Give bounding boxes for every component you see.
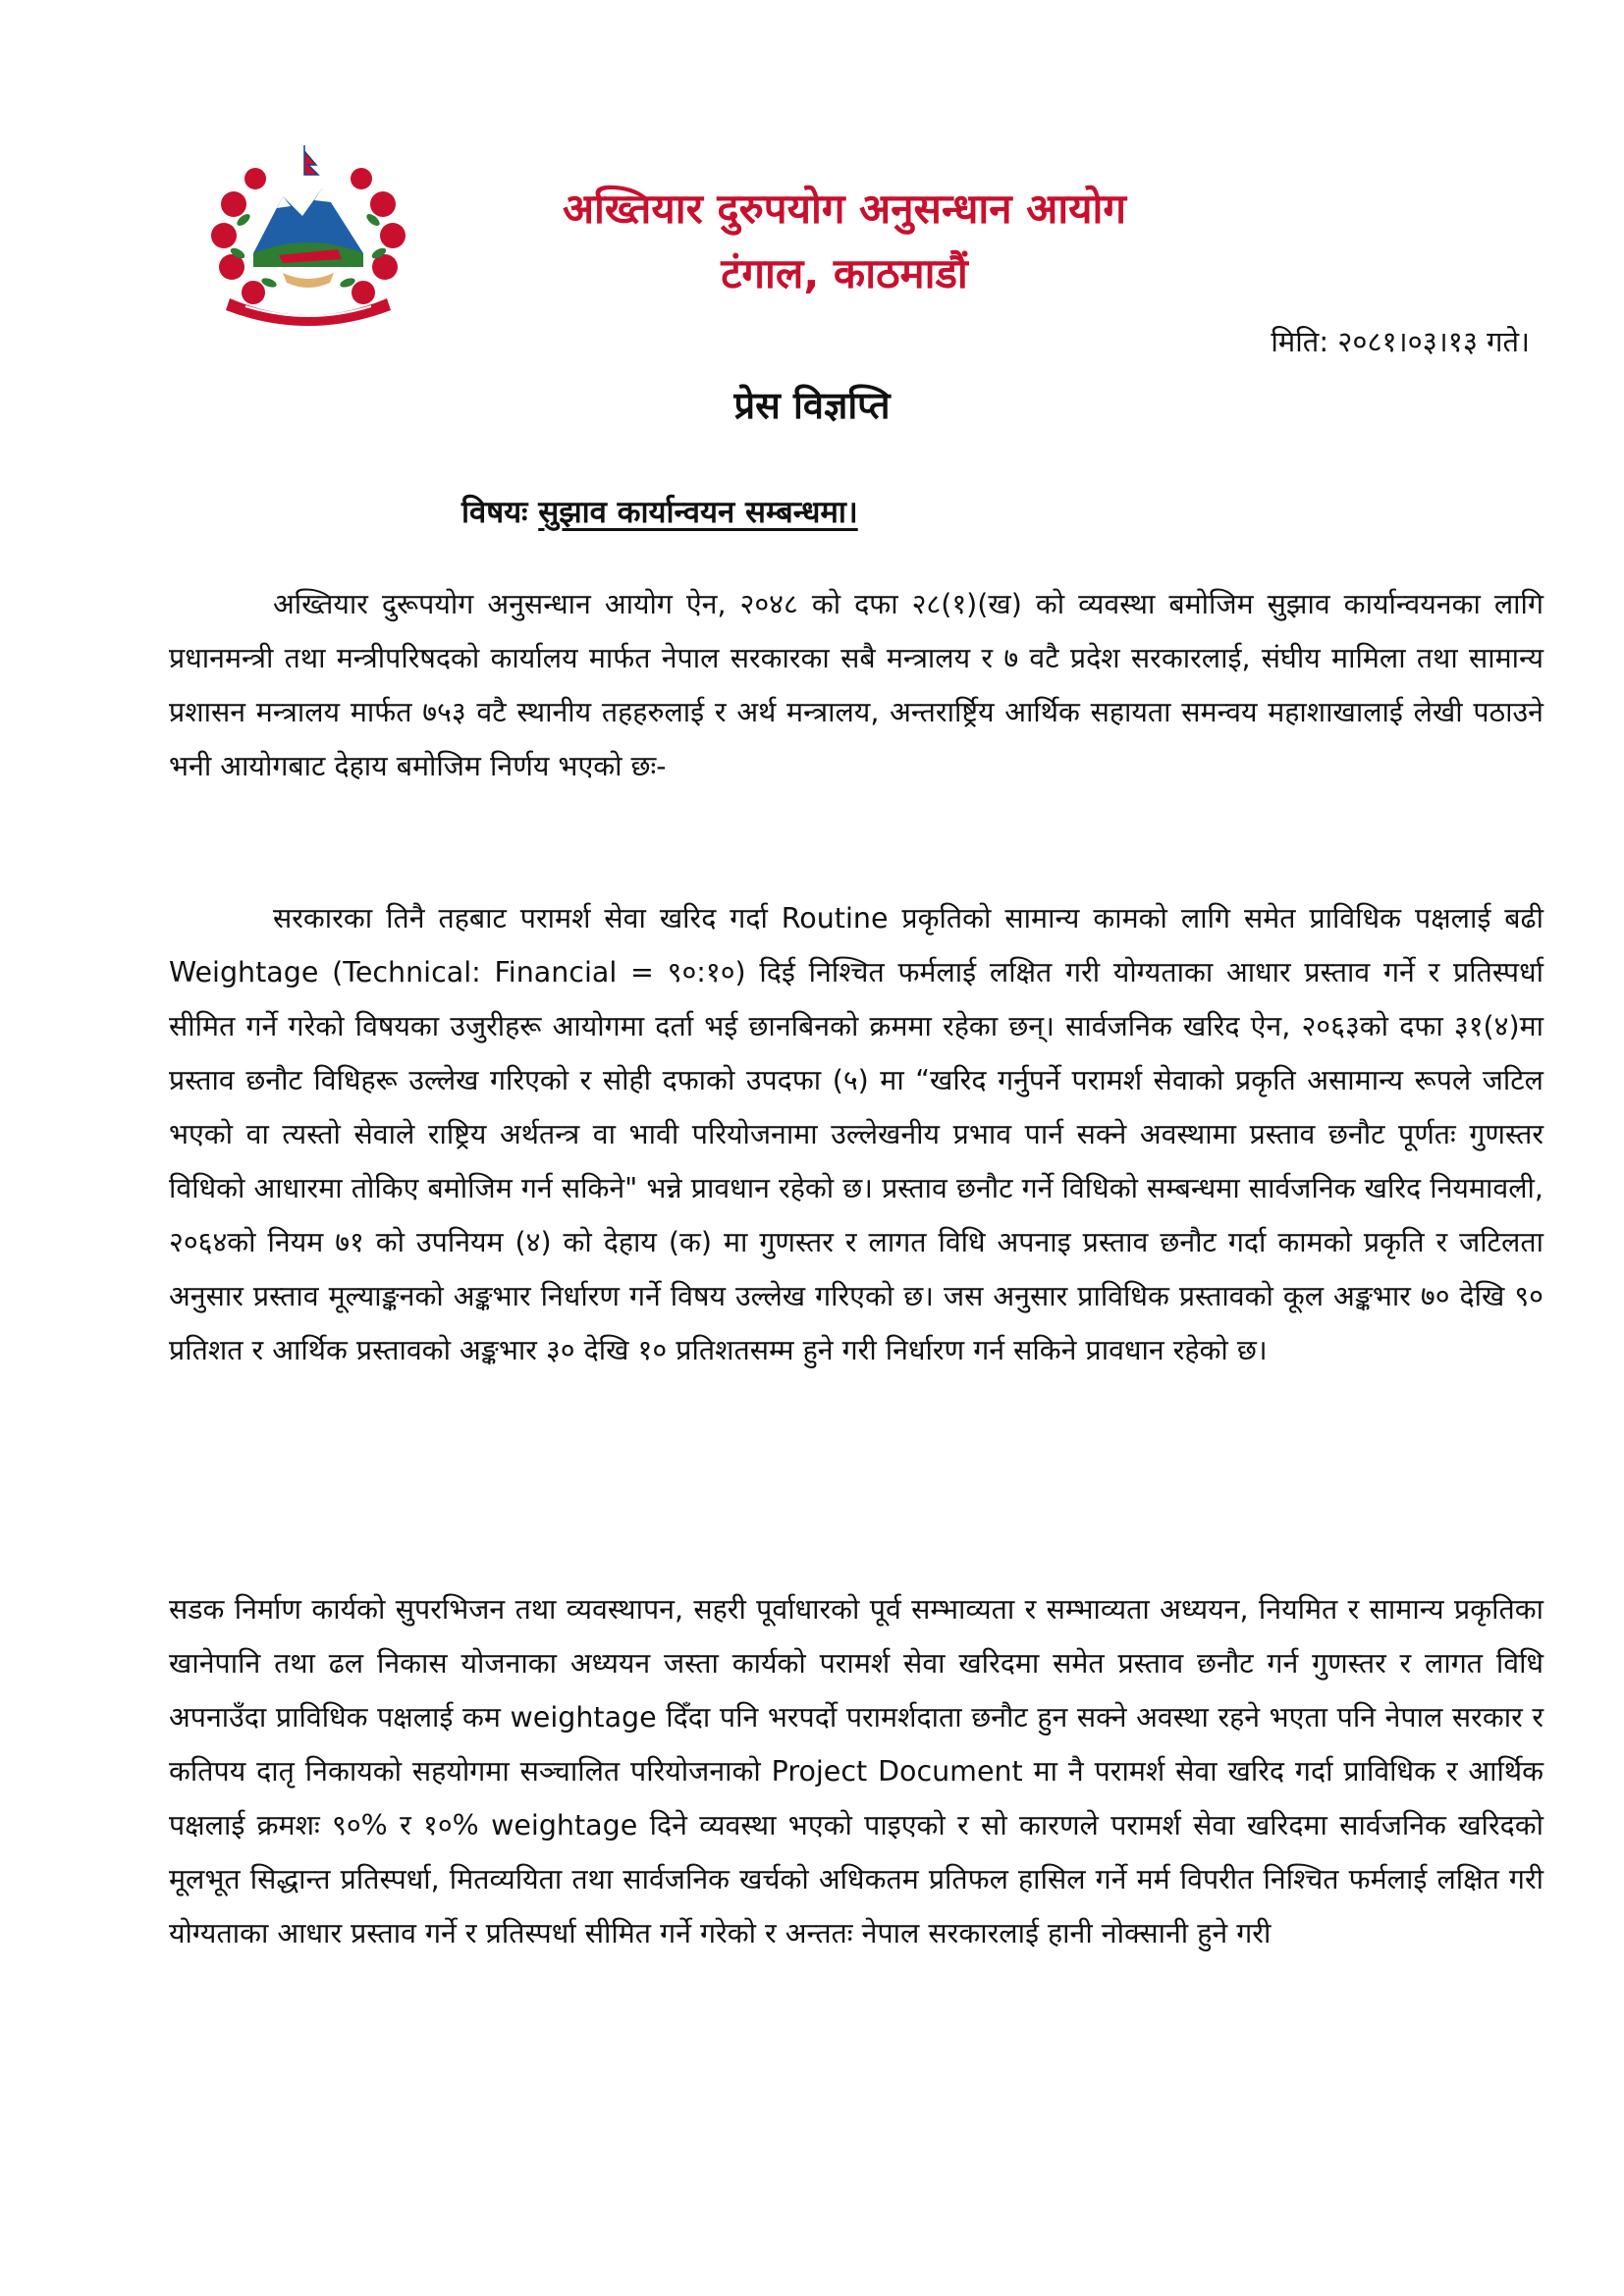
paragraph-2: सरकारका तिनै तहबाट परामर्श सेवा खरिद गर्दा Routine प्रकृतिको सामान्य कामको लागि समेत प्राविधिक पक्षलाई बढी Weightage (Technical: Financial = ९०:१०) दिई निश्चित फर्मलाई लक्षित गरी योग्यताका आधार प्रस्ताव गर्ने र प्रतिस्पर्धा सीमित गर्ने गरेको विषयका उजुरीहरू आयोगमा दर्ता भई छानबिनको क्रममा रहेका छन्। सार्वजनिक खरिद ऐन, २०६३को दफा ३१(४)मा प्रस्ताव छनौट विधिहरू उल्लेख गरिएको र सोही दफाको उपदफा (५) मा “खरिद गर्नुपर्ने परामर्श सेवाको प्रकृति असामान्य रूपले जटिल भएको वा त्यस्तो सेवाले राष्ट्रिय अर्थतन्त्र वा भावी परियोजनामा उल्लेखनीय प्रभाव पार्न सक्ने अवस्थामा प्रस्ताव छनौट पूर्णतः गुणस्तर विधिको आधारमा तोकिए बमोजिम गर्न सकिने" भन्ने प्रावधान रहेको छ। प्रस्ताव छनौट गर्ने विधिको सम्बन्धमा सार्वजनिक खरिद नियमावली, २०६४को नियम ७१ को उपनियम (४) को देहाय (क) मा गुणस्तर र लागत विधि अपनाइ प्रस्ताव छनौट गर्दा कामको प्रकृति र जटिलता अनुसार प्रस्ताव मूल्याङ्कनको अङ्कभार निर्धारण गर्ने विषय उल्लेख गरिएको छ। जस अनुसार प्राविधिक प्रस्तावको कूल अङ्कभार ७० देखि ९० प्रतिशत र आर्थिक प्रस्तावको अङ्कभार ३० देखि १० प्रतिशतसम्म हुने गरी निर्धारण गर्न सकिने प्रावधान रहेको छ।: [169, 902, 1543, 1366]
nepal-government-emblem-icon: [194, 145, 422, 330]
press-release-title: प्रेस विज्ञप्ति: [733, 384, 891, 427]
paragraph-3: सडक निर्माण कार्यको सुपरभिजन तथा व्यवस्थापन, सहरी पूर्वाधारको पूर्व सम्भाव्यता र सम्भाव्यता अध्ययन, नियमित र सामान्य प्रकृतिका खानेपानि तथा ढल निकास योजनाका अध्ययन जस्ता कार्यको परामर्श सेवा खरिदमा समेत प्रस्ताव छनौट गर्न गुणस्तर र लागत विधि अपनाउँदा प्राविधिक पक्षलाई कम weightage दिँदा पनि भरपर्दो परामर्शदाता छनौट हुन सक्ने अवस्था रहने भएता पनि नेपाल सरकार र कतिपय दातृ निकायको सहयोगमा सञ्चालित परियोजनाको Project Document मा नै परामर्श सेवा खरिद गर्दा प्राविधिक र आर्थिक पक्षलाई क्रमशः ९०% र १०% weightage दिने व्यवस्था भएको पाइएको र सो कारणले परामर्श सेवा खरिदमा सार्वजनिक खरिदको मूलभूत सिद्धान्त प्रतिस्पर्धा, मितव्ययिता तथा सार्वजनिक खर्चको अधिकतम प्रतिफल हासिल गर्ने मर्म विपरीत निश्चित फर्मलाई लक्षित गरी योग्यताका आधार प्रस्ताव गर्ने र प्रतिस्पर्धा सीमित गर्ने गरेको र अन्ततः नेपाल सरकारलाई हानी नोक्सानी हुने गरी: [169, 1593, 1543, 1949]
paragraph-1: अख्तियार दुरूपयोग अनुसन्धान आयोग ऐन, २०४८ को दफा २८(१)(ख) को व्यवस्था बमोजिम सुझाव कार्यान्वयनका लागि प्रधानमन्त्री तथा मन्त्रीपरिषदको कार्यालय मार्फत नेपाल सरकारका सबै मन्त्रालय र ७ वटै प्रदेश सरकारलाई, संघीय मामिला तथा सामान्य प्रशासन मन्त्रालय मार्फत ७५३ वटै स्थानीय तहहरुलाई र अर्थ मन्त्रालय, अन्तरार्ष्ट्रिय आर्थिक सहायता समन्वय महाशाखालाई लेखी पठाउने भनी आयोगबाट देहाय बमोजिम निर्णय भएको छः-: [169, 588, 1543, 782]
subject-label: विषयः: [461, 495, 528, 530]
document-date: मिति: २०८१।०३।१३ गते।: [1271, 325, 1530, 358]
subject-text: सुझाव कार्यान्वयन सम्बन्धमा।: [538, 495, 858, 530]
organization-address: टंगाल, काठमाडौं: [721, 249, 968, 297]
organization-name: [471, 177, 1218, 306]
subject-line: [461, 491, 858, 532]
organization-name-line1: अख्तियार दुरुपयोग अनुसन्धान आयोग: [562, 185, 1127, 233]
